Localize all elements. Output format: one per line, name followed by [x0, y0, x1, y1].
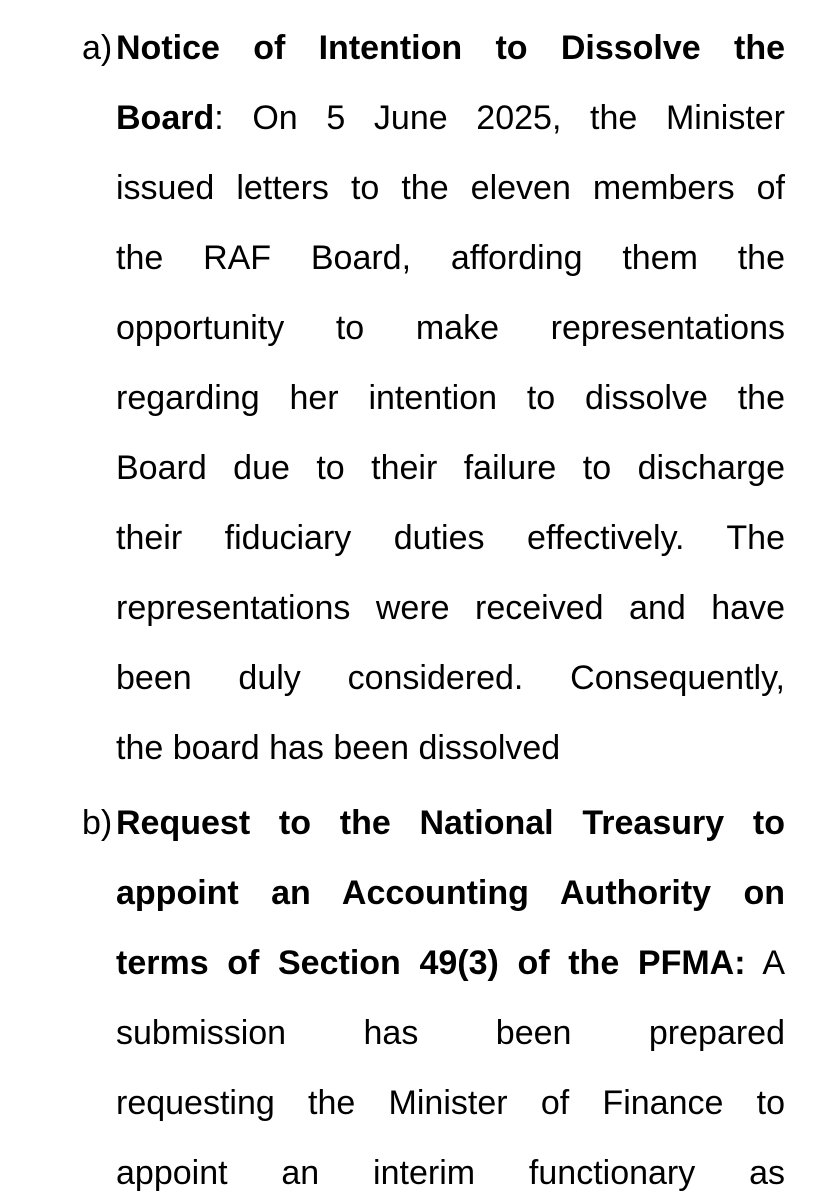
bold-heading-text: Request to the National Treasury to — [116, 804, 785, 842]
item-a-line-2: Board: On 5 June 2025, the Minister — [116, 99, 785, 137]
list-marker: a) — [82, 29, 113, 67]
item-a-line-11: the board has been dissolved — [116, 729, 561, 767]
bold-heading-text: Notice of Intention to Dissolve the — [116, 29, 785, 67]
item-b-line-5: requesting the Minister of Finance to — [116, 1084, 785, 1122]
item-b-line-4: submission has been prepared — [116, 1014, 785, 1052]
item-b-line-2 — [116, 858, 785, 928]
bold-heading-text: terms of Section 49(3) of the PFMA: — [116, 944, 746, 982]
list-marker: b) — [82, 804, 113, 842]
item-a-line-6: regarding her intention to dissolve the — [116, 379, 785, 417]
bold-heading-text: Board — [116, 99, 215, 137]
item-a-line-9: representations were received and have — [116, 589, 785, 627]
item-b-line-3: terms of Section 49(3) of the PFMA: A — [116, 944, 786, 982]
item-a-line-5: opportunity to make representations — [116, 309, 785, 347]
item-a-line-4: the RAF Board, affording them the — [116, 239, 785, 277]
item-a-line-8: their fiduciary duties effectively. The — [116, 519, 785, 557]
item-b-line-1 — [116, 788, 785, 858]
bold-heading-text: appoint an Accounting Authority on — [116, 874, 785, 912]
item-a-line-7: Board due to their failure to discharge — [116, 449, 785, 487]
item-b-line-6: appoint an interim functionary as — [116, 1154, 785, 1192]
item-a-line-1 — [116, 13, 785, 83]
item-a-line-10: been duly considered. Consequently, — [116, 659, 785, 697]
item-a-line-3: issued letters to the eleven members of — [116, 169, 785, 207]
